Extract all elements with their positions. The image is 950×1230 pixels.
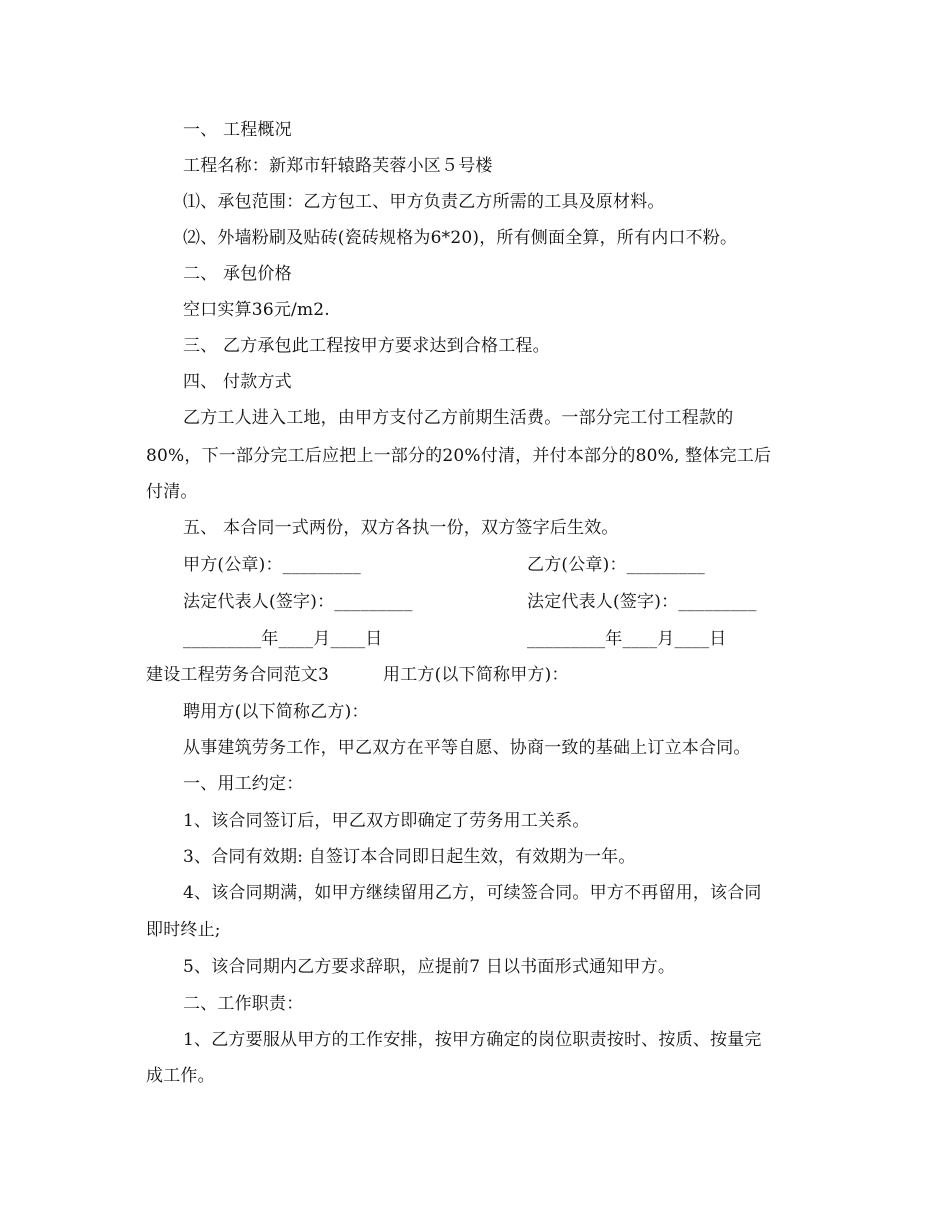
plaster-item: ⑵、外墙粉刷及贴砖(瓷砖规格为6*20)，所有侧面全算，所有内口不粉。: [183, 228, 738, 248]
payment-line-2: 80%，下一部分完工后应把上一部分的20%付清，并付本部分的80%, 整体完工后: [146, 446, 772, 466]
employment-item-3: 3、合同有效期: 自签订本合同即日起生效，有效期为一年。: [183, 847, 636, 867]
employment-item-4-line-2: 即时终止;: [146, 920, 221, 940]
payment-line-1: 乙方工人进入工地，由甲方支付乙方前期生活费。一部分完工付工程款的: [183, 408, 734, 428]
payment-line-3: 付清。: [146, 482, 198, 502]
section3-line: 三、 乙方承包此工程按甲方要求达到合格工程。: [183, 336, 550, 356]
section4-heading: 四、 付款方式: [183, 372, 292, 392]
duty-1-line-1: 1、乙方要服从甲方的工作安排，按甲方确定的岗位职责按时、按质、按量完: [183, 1030, 762, 1050]
party-a-representative: 法定代表人(签字)：_________: [183, 592, 413, 612]
duties-heading: 二、工作职责：: [183, 994, 304, 1014]
party-a-seal: 甲方(公章)：_________: [183, 555, 361, 575]
section2-heading: 二、 承包价格: [183, 264, 292, 284]
party-b-representative: 法定代表人(签字)：_________: [527, 592, 757, 612]
employment-heading: 一、用工约定：: [183, 774, 304, 794]
employee-line: 聘用方(以下简称乙方)：: [183, 702, 369, 722]
employer-line: 用工方(以下简称甲方)：: [383, 665, 569, 685]
scope-item: ⑴、承包范围：乙方包工、甲方负责乙方所需的工具及原材料。: [183, 192, 665, 212]
employment-item-4-line-1: 4、该合同期满，如甲方继续留用乙方，可续签合同。甲方不再留用，该合同: [183, 883, 762, 903]
project-name: 工程名称：新郑市轩辕路芙蓉小区５号楼: [183, 156, 493, 176]
employment-item-5: 5、该合同期内乙方要求辞职，应提前7 日以书面形式通知甲方。: [183, 957, 676, 977]
employment-item-1: 1、该合同签订后，甲乙双方即确定了劳务用工关系。: [183, 811, 590, 831]
date-left: _________年____月____日: [183, 629, 383, 649]
duty-1-line-2: 成工作。: [146, 1066, 215, 1086]
date-right: _________年____月____日: [527, 629, 727, 649]
section5-line: 五、 本合同一式两份，双方各执一份，双方签字后生效。: [183, 518, 619, 538]
intro-line: 从事建筑劳务工作，甲乙双方在平等自愿、协商一致的基础上订立本合同。: [183, 738, 751, 758]
price-line: 空口实算36元/m2.: [183, 300, 330, 320]
section1-heading: 一、 工程概况: [183, 120, 292, 140]
party-b-seal: 乙方(公章)：_________: [527, 555, 705, 575]
sample3-title: 建设工程劳务合同范文3: [146, 665, 330, 685]
